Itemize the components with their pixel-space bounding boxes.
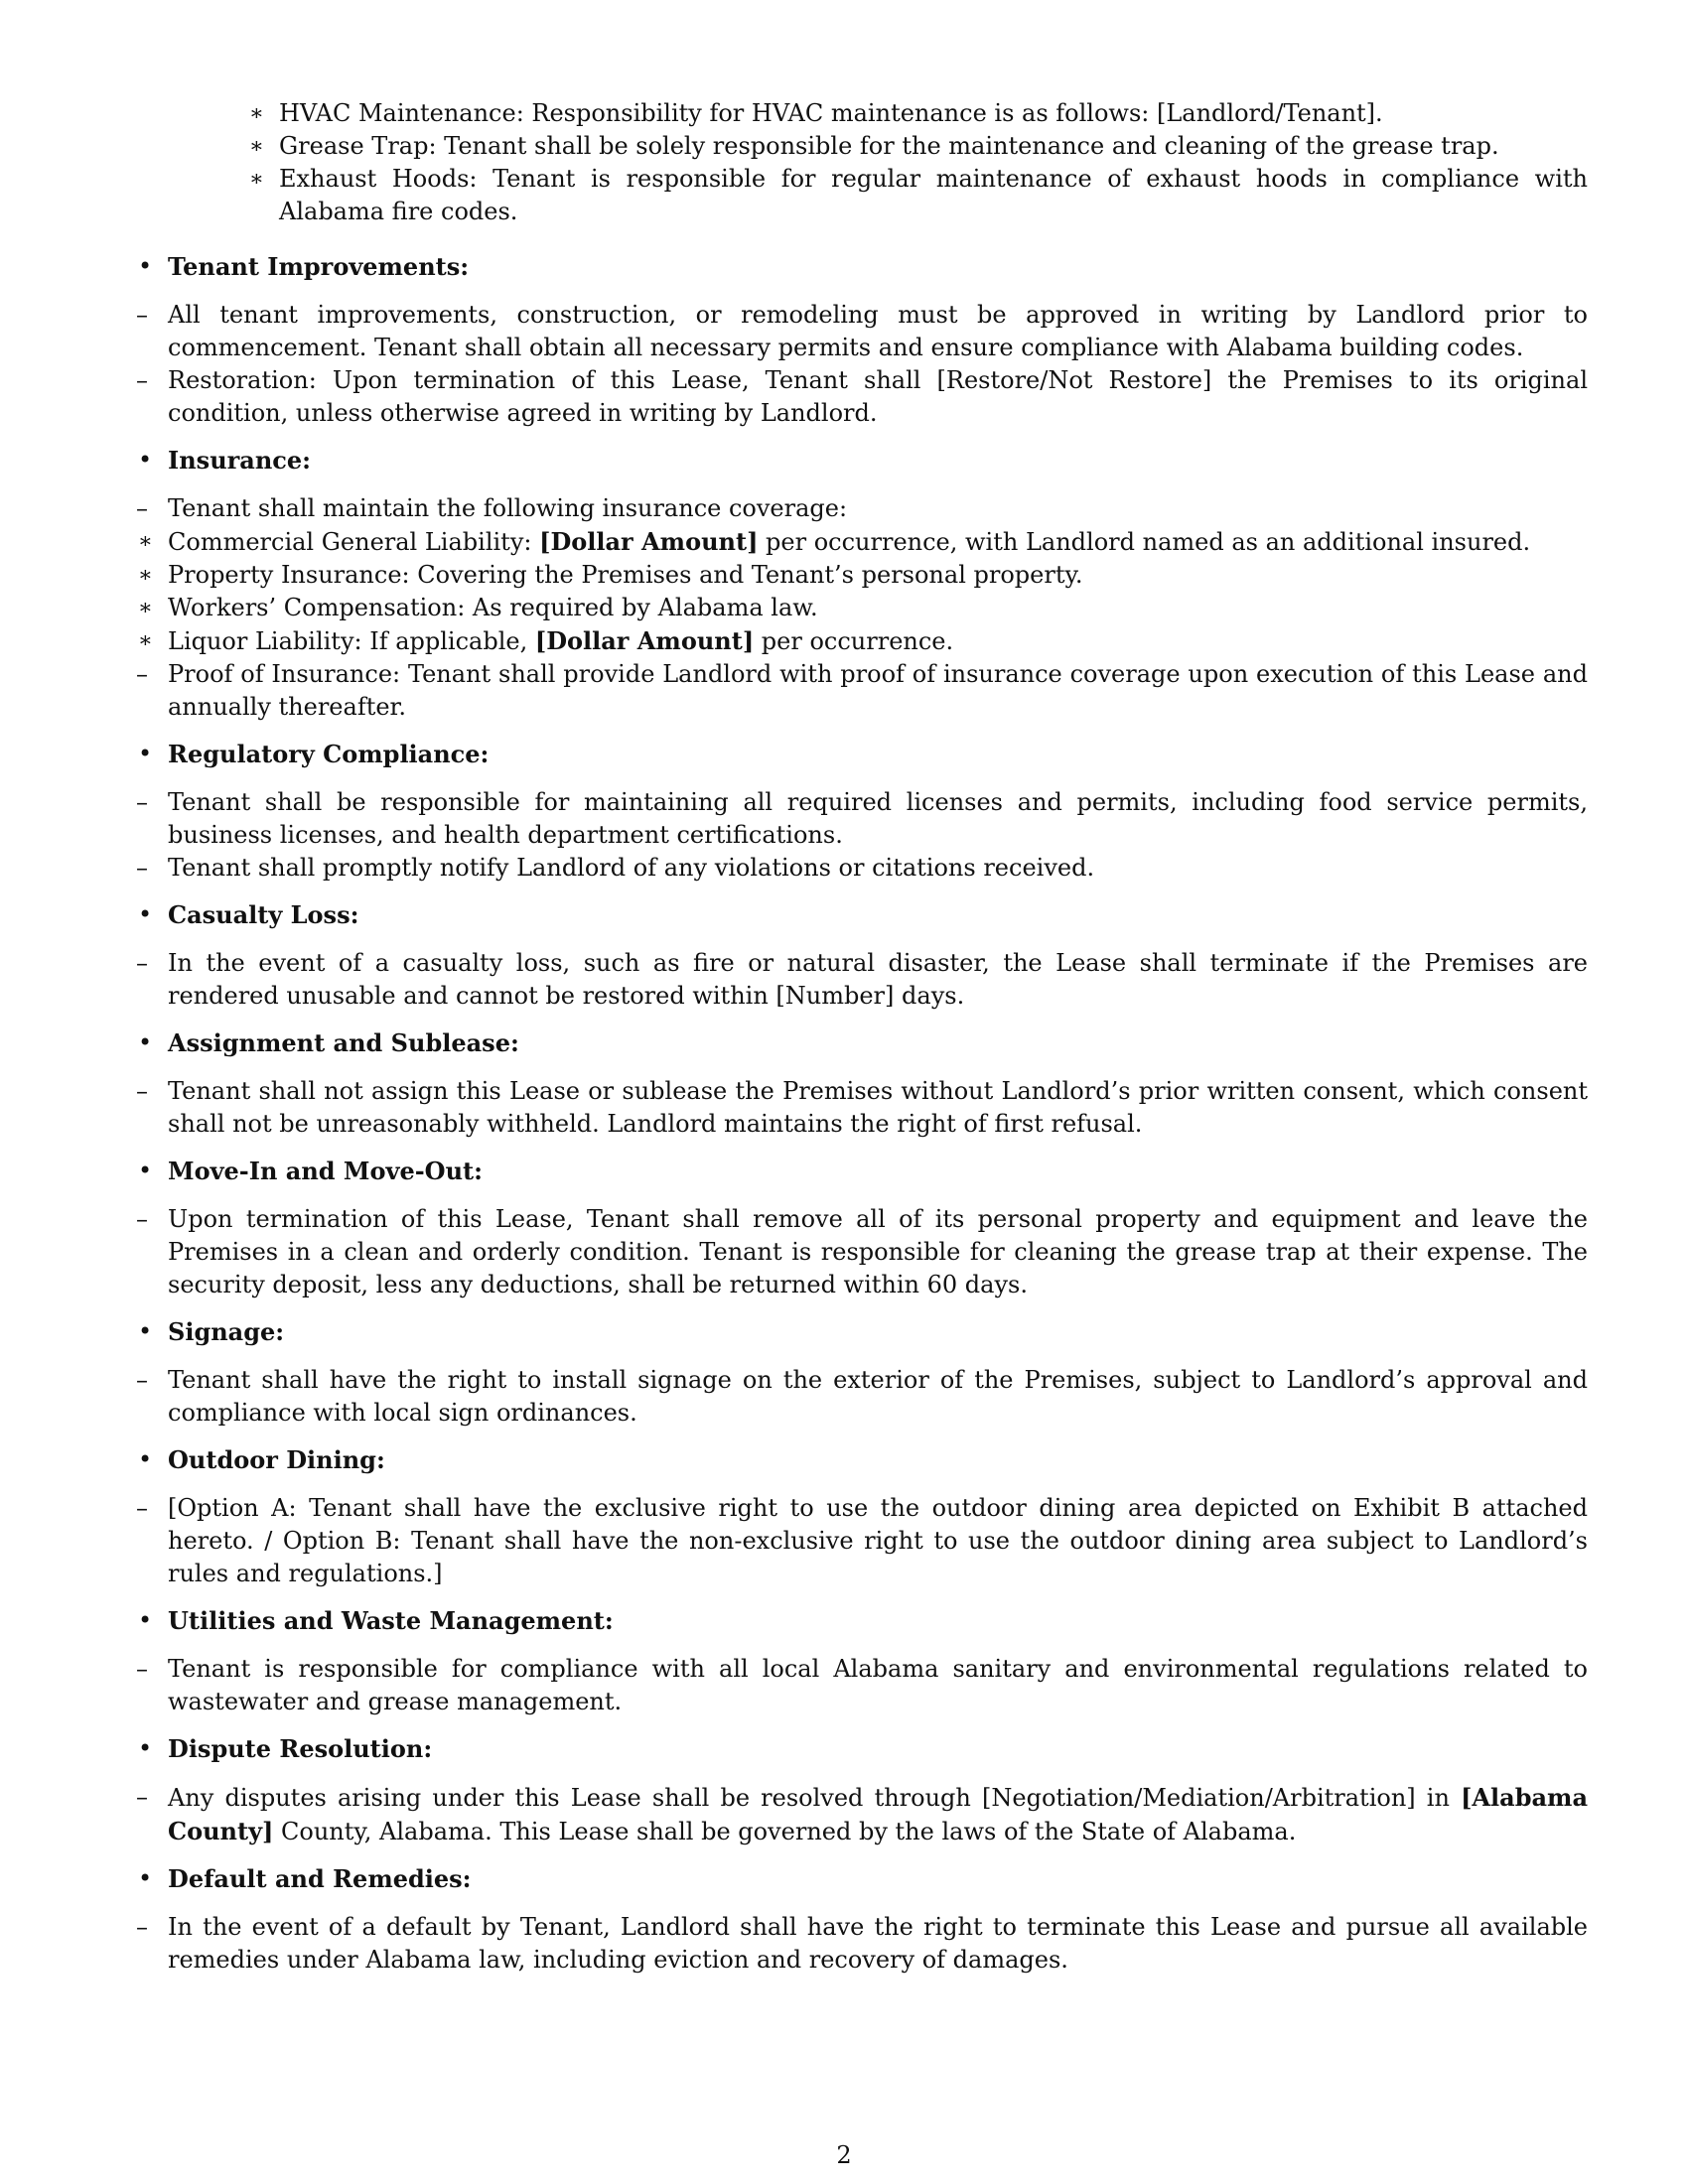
item-text: Restoration: Upon termination of this Lease, Tenant shall [Restore/Not Restore] the Premises to its original condition, unless otherwise agreed in writing by Landlord. xyxy=(168,366,1588,427)
section-default-remedies xyxy=(136,1862,1588,1977)
dash-marker: – xyxy=(136,1655,148,1683)
section-items xyxy=(136,1781,1588,1848)
page-number: 2 xyxy=(836,2141,852,2169)
insurance-coverage-list xyxy=(138,525,1588,658)
exhaust-hoods-text: Exhaust Hoods: Tenant is responsible for regular maintenance of exhaust hoods in compliance with Alabama fire codes. xyxy=(279,165,1588,225)
section-items xyxy=(136,1075,1588,1141)
cgl-amount-placeholder: [Dollar Amount] xyxy=(539,527,759,556)
star-marker: ∗ xyxy=(249,101,264,126)
hvac-maintenance-text: HVAC Maintenance: Responsibility for HVAC maintenance is as follows: [Landlord/Tenant]. xyxy=(279,99,1383,127)
section-items xyxy=(136,1653,1588,1718)
list-item xyxy=(138,592,1588,624)
dash-marker: – xyxy=(136,366,148,394)
star-marker: ∗ xyxy=(249,167,264,192)
section-items xyxy=(136,786,1588,885)
bullet-marker: • xyxy=(138,1157,153,1184)
grease-trap-text: Grease Trap: Tenant shall be solely responsible for the maintenance and cleaning of the grease trap. xyxy=(279,132,1499,160)
list-item xyxy=(249,97,1588,130)
bullet-marker: • xyxy=(138,1028,153,1056)
section-items xyxy=(136,299,1588,430)
section-outdoor-dining xyxy=(136,1443,1588,1590)
section-heading: Regulatory Compliance: xyxy=(168,740,490,768)
list-item xyxy=(136,1781,1588,1848)
dash-marker: – xyxy=(136,1077,148,1105)
bullet-marker: • xyxy=(138,1317,153,1345)
item-text: All tenant improvements, construction, or remodeling must be approved in writing by Landlord prior to commencement. Tenant shall obtain all necessary permits and ensure compliance with Alabama building codes. xyxy=(168,301,1588,361)
list-item xyxy=(136,492,1588,658)
item-text: Tenant shall have the right to install signage on the exterior of the Premises, subject to Landlord’s approval and compliance with local sign ordinances. xyxy=(168,1366,1588,1427)
continued-maintenance-list xyxy=(249,97,1588,228)
list-item xyxy=(136,947,1588,1013)
proof-of-insurance-text: Proof of Insurance: Tenant shall provide Landlord with proof of insurance coverage upon execution of this Lease and annually thereafter. xyxy=(168,660,1588,721)
bullet-marker: • xyxy=(138,1864,153,1892)
list-item xyxy=(136,852,1588,885)
section-move-in-move-out xyxy=(136,1155,1588,1301)
dash-marker: – xyxy=(136,854,148,882)
section-heading: Utilities and Waste Management: xyxy=(168,1606,614,1635)
dash-marker: – xyxy=(136,1913,148,1941)
section-heading: Dispute Resolution: xyxy=(168,1734,433,1763)
dash-marker: – xyxy=(136,660,148,688)
section-tenant-improvements xyxy=(136,250,1588,430)
item-text: Upon termination of this Lease, Tenant shall remove all of its personal property and equipment and leave the Premises in a clean and orderly condition. Tenant is responsible for cleaning the grease trap at their expense. The security deposit, less any deductions, shall be returned within 60 days. xyxy=(168,1205,1588,1298)
workers-comp-text: Workers’ Compensation: As required by Alabama law. xyxy=(168,594,818,621)
item-text: Tenant is responsible for compliance with all local Alabama sanitary and environmental regulations related to wastewater and grease management. xyxy=(168,1655,1588,1715)
cgl-rest: per occurrence, with Landlord named as an additional insured. xyxy=(758,528,1531,556)
section-items xyxy=(136,947,1588,1013)
section-items xyxy=(136,1911,1588,1977)
section-heading: Casualty Loss: xyxy=(168,900,359,929)
bullet-marker: • xyxy=(138,900,153,928)
list-item xyxy=(136,1911,1588,1977)
dash-marker: – xyxy=(136,494,148,522)
star-marker: ∗ xyxy=(138,529,153,554)
liquor-rest: per occurrence. xyxy=(754,627,954,655)
star-marker: ∗ xyxy=(249,134,264,159)
section-regulatory-compliance xyxy=(136,738,1588,885)
item-text: Tenant shall not assign this Lease or sublease the Premises without Landlord’s prior written consent, which consent shall not be unreasonably withheld. Landlord maintains the right of first refusal. xyxy=(168,1077,1588,1138)
list-item xyxy=(136,1075,1588,1141)
star-marker: ∗ xyxy=(138,628,153,653)
section-dispute-resolution xyxy=(136,1732,1588,1848)
list-item xyxy=(138,559,1588,592)
dash-marker: – xyxy=(136,1366,148,1394)
item-text: In the event of a casualty loss, such as fire or natural disaster, the Lease shall terminate if the Premises are rendered unusable and cannot be restored within [Number] days. xyxy=(168,949,1588,1010)
section-items xyxy=(136,492,1588,724)
section-utilities-waste xyxy=(136,1604,1588,1718)
bullet-marker: • xyxy=(138,1445,153,1473)
section-signage xyxy=(136,1315,1588,1430)
list-item xyxy=(136,1653,1588,1718)
section-heading: Signage: xyxy=(168,1317,285,1346)
section-heading: Insurance: xyxy=(168,446,312,475)
dispute-text-before: Any disputes arising under this Lease shall be resolved through [Negotiation/Mediation/Arbitration] in xyxy=(168,1784,1462,1812)
item-text: Tenant shall promptly notify Landlord of any violations or citations received. xyxy=(168,854,1095,882)
bullet-marker: • xyxy=(138,740,153,767)
property-insurance-text: Property Insurance: Covering the Premises and Tenant’s personal property. xyxy=(168,561,1083,589)
bullet-marker: • xyxy=(138,1734,153,1762)
item-text: Tenant shall be responsible for maintaining all required licenses and permits, including food service permits, business licenses, and health department certifications. xyxy=(168,788,1588,849)
list-item xyxy=(249,130,1588,163)
star-marker: ∗ xyxy=(138,596,153,620)
section-items xyxy=(136,1364,1588,1430)
list-item xyxy=(136,1203,1588,1301)
section-heading: Tenant Improvements: xyxy=(168,252,470,281)
cgl-label: Commercial General Liability: xyxy=(168,528,540,556)
bullet-marker: • xyxy=(138,1606,153,1634)
dash-marker: – xyxy=(136,1783,148,1811)
section-assignment-sublease xyxy=(136,1026,1588,1141)
liquor-amount-placeholder: [Dollar Amount] xyxy=(534,626,755,655)
item-text: [Option A: Tenant shall have the exclusive right to use the outdoor dining area depicted on Exhibit B attached hereto. / Option B: Tenant shall have the non-exclusive right to use the outdoor dining area subject to Landlord’s rules and regulations.] xyxy=(168,1494,1588,1587)
section-heading: Outdoor Dining: xyxy=(168,1445,385,1474)
section-items xyxy=(136,1203,1588,1301)
section-heading: Default and Remedies: xyxy=(168,1864,472,1893)
item-text: In the event of a default by Tenant, Landlord shall have the right to terminate this Lease and pursue all available remedies under Alabama law, including eviction and recovery of damages. xyxy=(168,1913,1588,1974)
section-insurance xyxy=(136,444,1588,724)
list-item xyxy=(136,364,1588,430)
list-item xyxy=(249,163,1588,228)
section-heading: Move-In and Move-Out: xyxy=(168,1157,483,1185)
dash-marker: – xyxy=(136,1205,148,1233)
county-placeholder: [Alabama County] xyxy=(168,1783,1588,1845)
dash-marker: – xyxy=(136,301,148,329)
lease-sections-list xyxy=(136,250,1588,1977)
dash-marker: – xyxy=(136,788,148,816)
dash-marker: – xyxy=(136,1494,148,1522)
section-casualty-loss xyxy=(136,898,1588,1013)
list-item xyxy=(136,1492,1588,1590)
list-item xyxy=(136,658,1588,724)
document-page xyxy=(136,97,1588,1990)
list-item xyxy=(136,299,1588,364)
dispute-text-after: County, Alabama. This Lease shall be governed by the laws of the State of Alabama. xyxy=(273,1818,1297,1845)
list-item xyxy=(136,1364,1588,1430)
item-text: Tenant shall maintain the following insurance coverage: xyxy=(168,494,848,522)
bullet-marker: • xyxy=(138,446,153,474)
list-item xyxy=(136,786,1588,852)
liquor-label: Liquor Liability: If applicable, xyxy=(168,627,535,655)
list-item xyxy=(138,525,1588,559)
list-item xyxy=(138,624,1588,658)
section-heading: Assignment and Sublease: xyxy=(168,1028,519,1057)
star-marker: ∗ xyxy=(138,563,153,588)
section-items xyxy=(136,1492,1588,1590)
dash-marker: – xyxy=(136,949,148,977)
bullet-marker: • xyxy=(138,252,153,280)
